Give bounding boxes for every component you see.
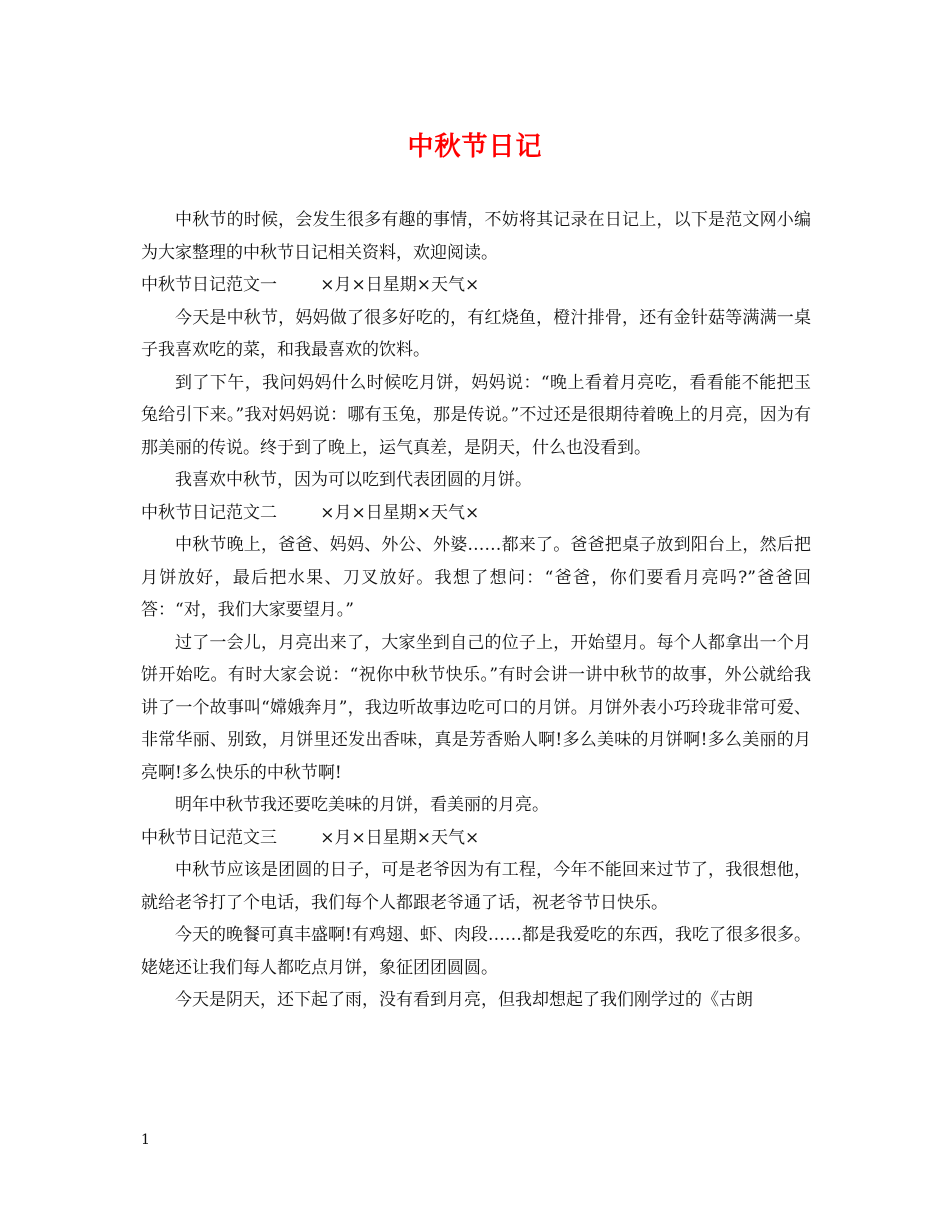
paragraph: 中秋节应该是团圆的日子，可是老爷因为有工程，今年不能回来过节了，我很想他，就给老爷打了个电话，我们每个人都跟老爷通了话，祝老爷节日快乐。 bbox=[141, 860, 811, 913]
paragraph: 今天是中秋节，妈妈做了很多好吃的，有红烧鱼，橙汁排骨，还有金针菇等满满一桌子我喜欢吃的菜，和我最喜欢的饮料。 bbox=[141, 307, 811, 360]
section-heading-1: 中秋节日记范文一 ×月×日星期×天气× bbox=[141, 275, 480, 295]
paragraph: 过了一会儿，月亮出来了，大家坐到自己的位子上，开始望月。每个人都拿出一个月饼开始吃。有时大家会说：“祝你中秋节快乐。”有时会讲一讲中秋节的故事，外公就给我讲了一个故事叫“嫦娥奔月”，我边听故事边吃可口的月饼。月饼外表小巧玲珑非常可爱、非常华丽、别致，月饼里还发出香味，真是芳香贻人啊!多么美味的月饼啊!多么美丽的月亮啊!多么快乐的中秋节啊! bbox=[141, 632, 811, 783]
section-heading-3: 中秋节日记范文三 ×月×日星期×天气× bbox=[141, 827, 480, 848]
paragraph: 今天的晚餐可真丰盛啊!有鸡翅、虾、肉段……都是我爱吃的东西，我吃了很多很多。姥姥还让我们每人都吃点月饼，象征团团圆圆。 bbox=[141, 925, 811, 978]
paragraph: 到了下午，我问妈妈什么时候吃月饼，妈妈说：“晚上看着月亮吃，看看能不能把玉兔给引下来。”我对妈妈说：哪有玉兔，那是传说。”不过还是很期待着晚上的月亮，因为有那美丽的传说。终于到了晚上，运气真差，是阴天，什么也没看到。 bbox=[141, 372, 811, 458]
page-number: 1 bbox=[141, 1132, 150, 1148]
paragraph: 明年中秋节我还要吃美味的月饼，看美丽的月亮。 bbox=[175, 795, 549, 815]
section-heading-2: 中秋节日记范文二 ×月×日星期×天气× bbox=[141, 502, 480, 523]
paragraph: 中秋节晚上，爸爸、妈妈、外公、外婆……都来了。爸爸把桌子放到阳台上，然后把月饼放好，最后把水果、刀叉放好。我想了想问：“爸爸，你们要看月亮吗?”爸爸回答：“对，我们大家要望月。” bbox=[141, 535, 811, 620]
document-title: 中秋节日记 bbox=[407, 132, 543, 162]
paragraph: 我喜欢中秋节，因为可以吃到代表团圆的月饼。 bbox=[175, 470, 532, 490]
document-body bbox=[141, 204, 811, 1017]
intro-paragraph: 中秋节的时候，会发生很多有趣的事情，不妨将其记录在日记上，以下是范文网小编为大家整理的中秋节日记相关资料，欢迎阅读。 bbox=[141, 210, 811, 263]
paragraph: 今天是阴天，还下起了雨，没有看到月亮，但我却想起了我们刚学过的《古朗 bbox=[175, 990, 753, 1010]
